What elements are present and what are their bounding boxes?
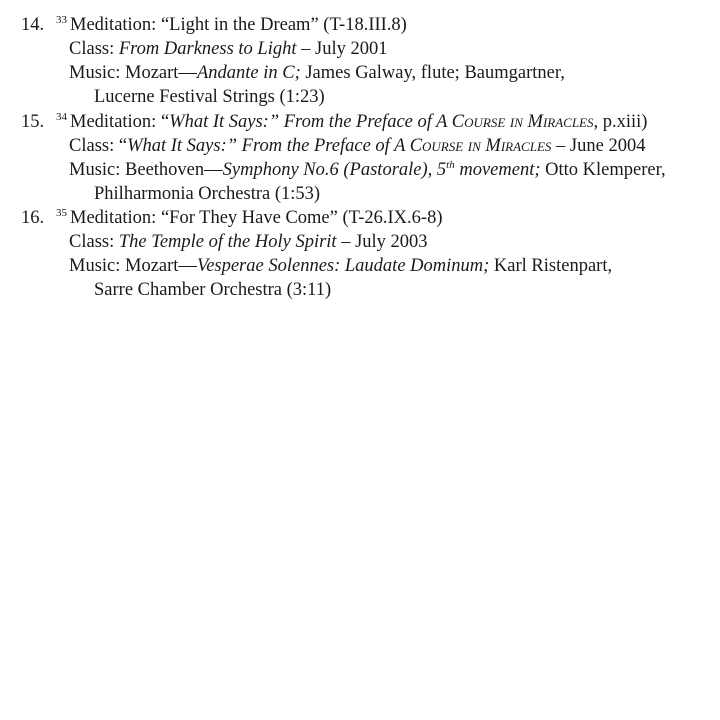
class-prefix: Class: [69,39,119,59]
meditation-prefix: Meditation: “ [70,112,170,132]
music-performers: Otto Klemperer, [540,160,666,180]
meditation-prefix: Meditation: [70,15,161,35]
class-line [0,37,720,61]
entry-number: 16. [21,208,45,228]
class-prefix: Class: [69,232,119,252]
entry-15 [0,110,720,206]
class-title: From Darkness to Light [118,39,297,59]
class-line [0,134,720,158]
meditation-prefix: Meditation: [70,208,161,228]
meditation-text [56,110,647,136]
class-title: The Temple of the Holy Spirit [118,232,337,252]
meditation-title: “For They Have Come” (T-26.IX.6-8) [160,208,443,228]
music-continuation-line [0,182,720,206]
music-prefix: Music: Beethoven— [69,160,223,180]
meditation-suffix: p.xiii) [598,112,648,132]
footnote-marker: 34 [56,111,67,123]
class-line [0,230,720,254]
music-line [0,254,720,278]
music-work-end: movement; [454,160,541,180]
entry-number: 14. [21,15,45,35]
music-continuation: Sarre Chamber Orchestra (3:11) [94,280,332,300]
footnote-marker: 33 [56,14,67,26]
music-continuation-line [0,278,720,302]
music-continuation: Lucerne Festival Strings (1:23) [94,87,325,107]
entry-16 [0,206,720,302]
music-prefix: Music: Mozart— [69,63,197,83]
meditation-title-smallcaps: Course in Miracles, [451,112,599,132]
meditation-text [56,13,407,39]
music-work: Andante in C; [196,63,301,83]
footnote-marker: 35 [56,207,67,219]
meditation-line [0,13,720,37]
class-date: – June 2004 [551,136,646,156]
music-continuation-line [0,85,720,109]
music-prefix: Music: Mozart— [69,256,197,276]
music-continuation: Philharmonia Orchestra (1:53) [94,184,321,204]
meditation-title-italic: What It Says:” From the Preface of A [169,112,452,132]
music-work-superscript: th [446,159,455,171]
class-title-smallcaps: Course in Miracles [409,136,552,156]
meditation-line [0,206,720,230]
music-line [0,61,720,85]
meditation-title: “Light in the Dream” (T-18.III.8) [160,15,407,35]
entry-14 [0,13,720,109]
music-work: Vesperae Solennes: Laudate Dominum; [196,256,490,276]
entry-number: 15. [21,112,45,132]
music-work: Symphony No.6 (Pastorale), 5 [222,160,447,180]
class-date: – July 2001 [296,39,388,59]
music-line [0,158,720,182]
music-performers: Karl Ristenpart, [489,256,613,276]
music-performers: James Galway, flute; Baumgartner, [300,63,565,83]
class-title-italic: What It Says:” From the Preface of A [127,136,410,156]
meditation-line [0,110,720,134]
class-date: – July 2003 [336,232,428,252]
meditation-text [56,206,443,232]
class-prefix: Class: “ [69,136,128,156]
